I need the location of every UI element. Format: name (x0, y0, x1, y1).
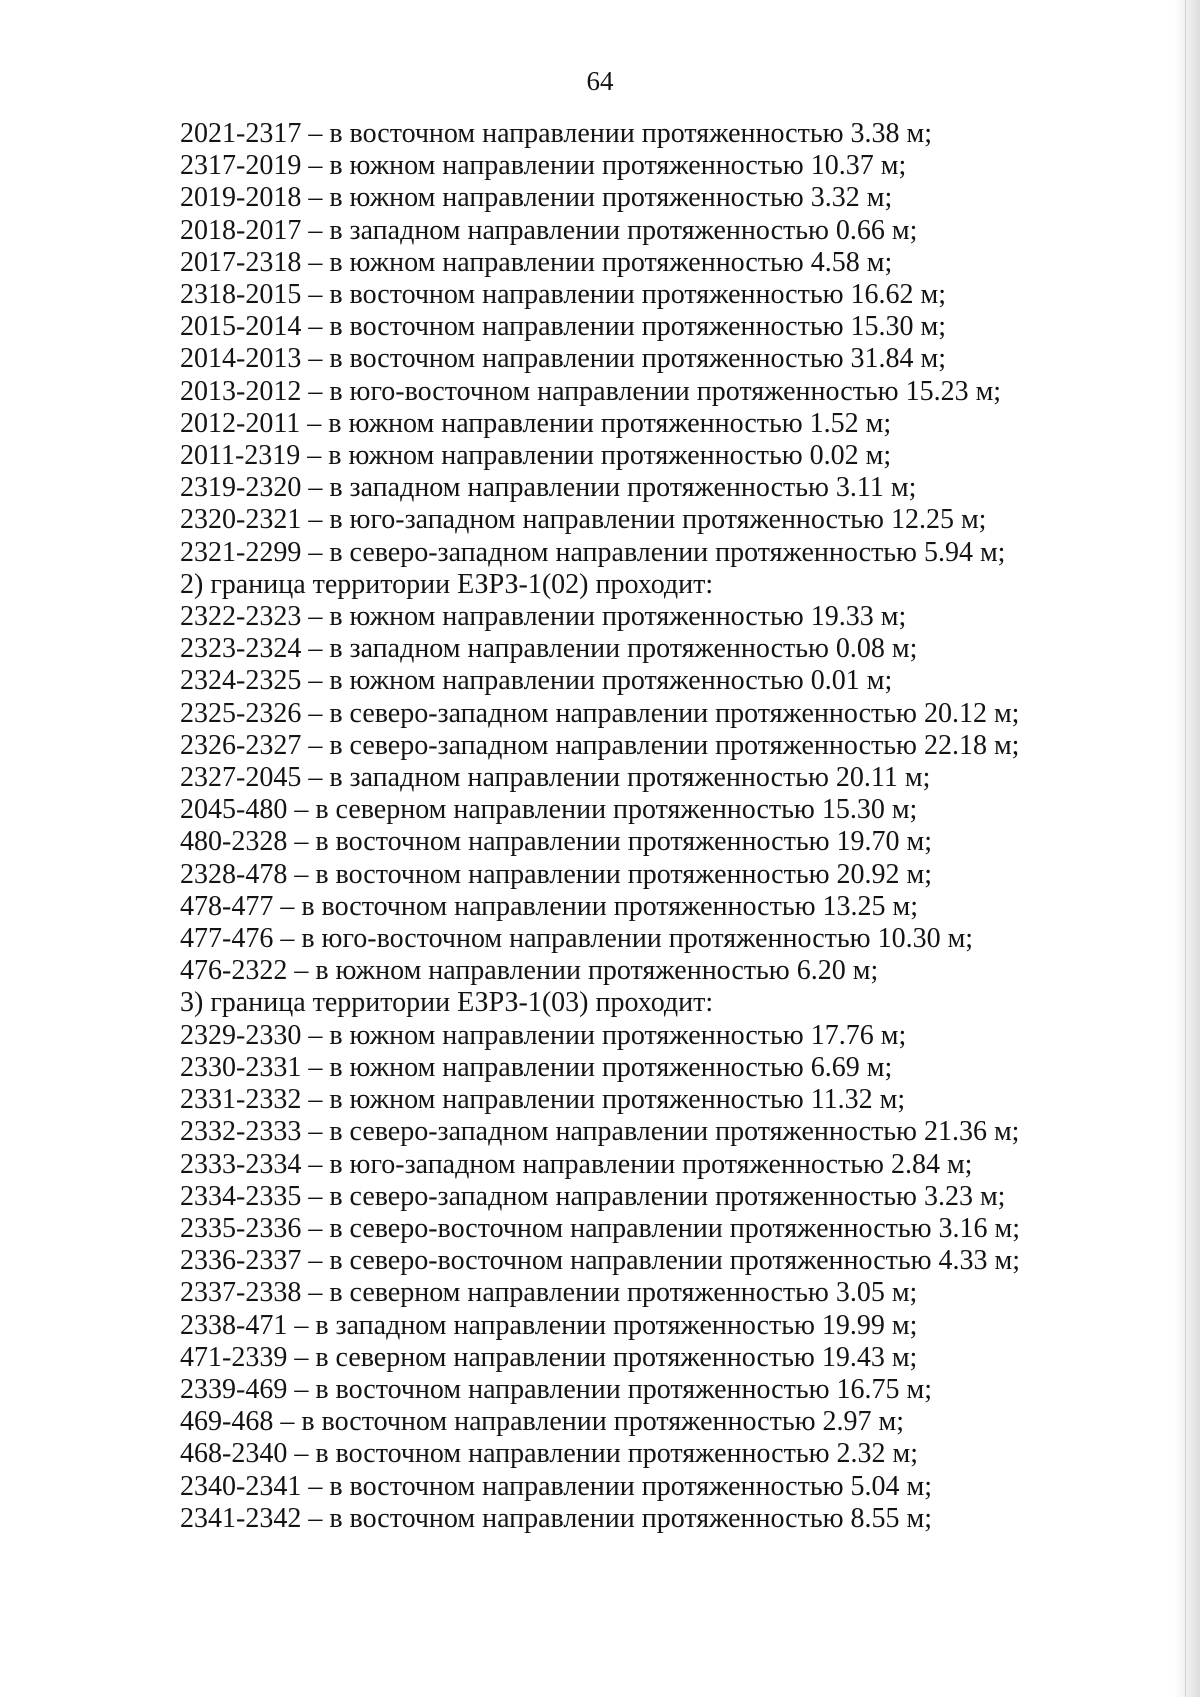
text-line: 2324-2325 – в южном направлении протяженностью 0.01 м; (180, 665, 893, 697)
text-line: 2335-2336 – в северо-восточном направлении протяженностью 3.16 м; (180, 1212, 1021, 1244)
text-line: 2326-2327 – в северо-западном направлении протяженностью 22.18 м; (180, 729, 1020, 761)
text-line: 478-477 – в восточном направлении протяженностью 13.25 м; (180, 890, 919, 922)
text-line: 2332-2333 – в северо-западном направлении протяженностью 21.36 м; (180, 1116, 1020, 1148)
text-line: 2329-2330 – в южном направлении протяженностью 17.76 м; (180, 1019, 907, 1051)
scan-edge-shadow (1174, 0, 1200, 1697)
text-line: 2341-2342 – в восточном направлении протяженностью 8.55 м; (180, 1502, 933, 1534)
text-line: 2019-2018 – в южном направлении протяженностью 3.32 м; (180, 182, 893, 214)
text-line: 468-2340 – в восточном направлении протяженностью 2.32 м; (180, 1438, 919, 1470)
text-line: 2318-2015 – в восточном направлении протяженностью 16.62 м; (180, 279, 947, 311)
text-line: 471-2339 – в северном направлении протяженностью 19.43 м; (180, 1341, 918, 1373)
text-line: 480-2328 – в восточном направлении протяженностью 19.70 м; (180, 826, 933, 858)
text-line: 2327-2045 – в западном направлении протяженностью 20.11 м; (180, 762, 931, 794)
text-line: 2013-2012 – в юго-восточном направлении протяженностью 15.23 м; (180, 375, 1002, 407)
text-line: 2015-2014 – в восточном направлении протяженностью 15.30 м; (180, 311, 947, 343)
text-line: 2012-2011 – в южном направлении протяженностью 1.52 м; (180, 407, 892, 439)
text-line: 2021-2317 – в восточном направлении протяженностью 3.38 м; (180, 118, 933, 149)
section-heading: 2) граница территории ЕЗРЗ-1(02) проходит: (180, 568, 714, 600)
text-line: 2045-480 – в северном направлении протяженностью 15.30 м; (180, 794, 918, 826)
text-line: 2014-2013 – в восточном направлении протяженностью 31.84 м; (180, 343, 947, 375)
text-line: 2017-2318 – в южном направлении протяженностью 4.58 м; (180, 246, 893, 278)
page-number: 64 (586, 66, 614, 96)
text-line: 477-476 – в юго-восточном направлении протяженностью 10.30 м; (180, 923, 974, 955)
text-line: 2334-2335 – в северо-западном направлении протяженностью 3.23 м; (180, 1180, 1006, 1212)
text-line: 2323-2324 – в западном направлении протяженностью 0.08 м; (180, 633, 918, 665)
text-line: 2331-2332 – в южном направлении протяженностью 11.32 м; (180, 1084, 906, 1116)
text-line: 2320-2321 – в юго-западном направлении протяженностью 12.25 м; (180, 504, 987, 536)
text-line: 2336-2337 – в северо-восточном направлении протяженностью 4.33 м; (180, 1245, 1021, 1277)
text-line: 469-468 – в восточном направлении протяженностью 2.97 м; (180, 1406, 905, 1438)
text-line: 2328-478 – в восточном направлении протяженностью 20.92 м; (180, 858, 933, 890)
text-line: 2340-2341 – в восточном направлении протяженностью 5.04 м; (180, 1470, 933, 1502)
section-heading: 3) граница территории ЕЗРЗ-1(03) проходит: (180, 987, 714, 1019)
text-line: 2011-2319 – в южном направлении протяженностью 0.02 м; (180, 440, 892, 472)
text-line: 2338-471 – в западном направлении протяженностью 19.99 м; (180, 1309, 918, 1341)
text-line: 2317-2019 – в южном направлении протяженностью 10.37 м; (180, 150, 907, 182)
scan-edge-line (1185, 0, 1186, 1697)
text-line: 2321-2299 – в северо-западном направлении протяженностью 5.94 м; (180, 536, 1006, 568)
text-line: 2330-2331 – в южном направлении протяженностью 6.69 м; (180, 1051, 893, 1083)
text-line: 2325-2326 – в северо-западном направлении протяженностью 20.12 м; (180, 697, 1020, 729)
text-line: 2339-469 – в восточном направлении протяженностью 16.75 м; (180, 1373, 933, 1405)
text-line: 2322-2323 – в южном направлении протяженностью 19.33 м; (180, 601, 907, 633)
text-line: 2337-2338 – в северном направлении протяженностью 3.05 м; (180, 1277, 918, 1309)
document-body (180, 118, 1060, 1535)
text-line: 476-2322 – в южном направлении протяженностью 6.20 м; (180, 955, 879, 987)
text-line: 2319-2320 – в западном направлении протяженностью 3.11 м; (180, 472, 917, 504)
text-line: 2333-2334 – в юго-западном направлении протяженностью 2.84 м; (180, 1148, 973, 1180)
text-line: 2018-2017 – в западном направлении протяженностью 0.66 м; (180, 214, 918, 246)
